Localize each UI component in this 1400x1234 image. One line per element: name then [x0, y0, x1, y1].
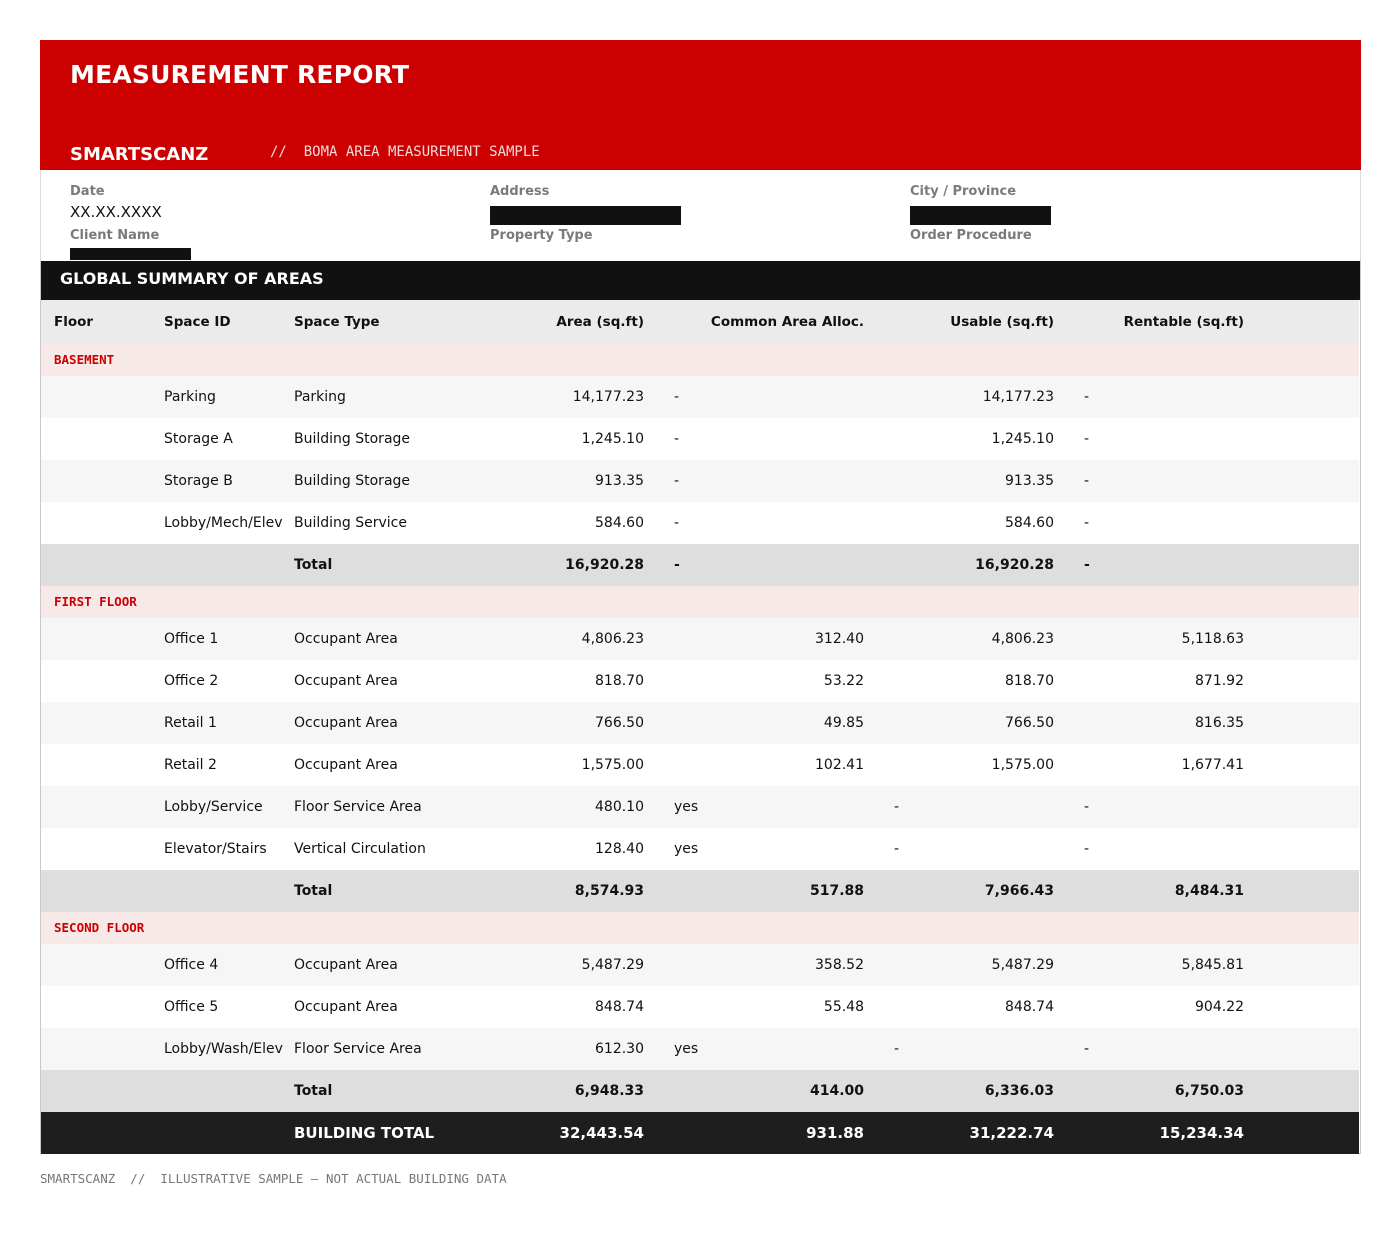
cell-common: yes	[674, 841, 699, 857]
cell-space-id: Retail 2	[164, 757, 217, 773]
address-label: Address	[490, 184, 550, 199]
table-row	[41, 376, 1359, 418]
cell-common: yes	[674, 799, 699, 815]
table-row	[41, 618, 1359, 660]
cell-usable: -	[894, 799, 900, 815]
cell-area: 818.70	[595, 673, 644, 689]
total-area: 6,948.33	[574, 1083, 644, 1099]
section-label: BASEMENT	[54, 352, 115, 367]
table-row	[41, 744, 1359, 786]
cell-space-type: Building Storage	[294, 431, 411, 447]
cell-space-id: Storage B	[164, 473, 233, 489]
cell-usable: -	[894, 1041, 900, 1057]
cell-area: 913.35	[595, 473, 644, 489]
column-header-common: Common Area Alloc.	[710, 314, 864, 330]
cell-rentable: 5,118.63	[1181, 631, 1244, 647]
date-label: Date	[70, 184, 105, 199]
cell-area: 766.50	[595, 715, 644, 731]
cell-usable: 4,806.23	[991, 631, 1054, 647]
cell-common: 414.00	[809, 1083, 864, 1099]
cell-common: -	[674, 473, 680, 489]
cell-area: 5,487.29	[581, 957, 644, 973]
cell-usable: 16,920.28	[975, 557, 1054, 573]
cell-space-type: Occupant Area	[294, 999, 398, 1015]
cell-common: -	[674, 515, 680, 531]
cell-space-id: Office 5	[164, 999, 219, 1015]
cell-space-id: Office 2	[164, 673, 219, 689]
cell-rentable: -	[1084, 515, 1090, 531]
cell-rentable: 816.35	[1195, 715, 1244, 731]
report-title: MEASUREMENT REPORT	[70, 60, 410, 89]
building-total-area: 32,443.54	[559, 1124, 644, 1142]
cell-space-type: Floor Service Area	[294, 799, 422, 815]
total-row	[41, 870, 1359, 912]
cell-common: -	[674, 389, 680, 405]
section-label: FIRST FLOOR	[54, 594, 137, 609]
total-row	[41, 544, 1359, 586]
date-value: XX.XX.XXXX	[70, 203, 162, 221]
cell-rentable: 5,845.81	[1181, 957, 1244, 973]
cell-common: yes	[674, 1041, 699, 1057]
cell-space-type: Occupant Area	[294, 957, 398, 973]
cell-space-id: Office 4	[164, 957, 219, 973]
cell-usable: -	[894, 841, 900, 857]
cell-area: 14,177.23	[572, 389, 644, 405]
cell-rentable: -	[1084, 799, 1090, 815]
table-row	[41, 660, 1359, 702]
report-header	[40, 40, 1361, 170]
table-title-bar	[41, 261, 1360, 300]
cell-area: 1,245.10	[581, 431, 644, 447]
cell-common: 53.22	[823, 673, 864, 689]
cell-rentable: 8,484.31	[1174, 883, 1244, 899]
total-label: Total	[294, 1083, 333, 1099]
table-row	[41, 702, 1359, 744]
section-label: SECOND FLOOR	[54, 920, 145, 935]
cell-space-id: Storage A	[164, 431, 233, 447]
cell-space-type: Floor Service Area	[294, 1041, 422, 1057]
cell-rentable: -	[1084, 1041, 1090, 1057]
client-name-label: Client Name	[70, 228, 160, 243]
column-header-usable: Usable (sq.ft)	[950, 314, 1054, 330]
cell-usable: 848.74	[1005, 999, 1054, 1015]
city-province-redacted	[910, 206, 1051, 225]
cell-common: -	[674, 431, 680, 447]
cell-rentable: -	[1084, 473, 1090, 489]
cell-usable: 1,575.00	[991, 757, 1054, 773]
cell-area: 1,575.00	[581, 757, 644, 773]
cell-rentable: -	[1084, 557, 1090, 573]
cell-common: 49.85	[823, 715, 864, 731]
cell-space-type: Parking	[294, 389, 346, 405]
cell-area: 612.30	[595, 1041, 644, 1057]
cell-rentable: -	[1084, 841, 1090, 857]
section-row	[41, 912, 1359, 944]
cell-area: 848.74	[595, 999, 644, 1015]
cell-usable: 584.60	[1005, 515, 1054, 531]
section-row	[41, 586, 1359, 618]
table-row	[41, 1028, 1359, 1070]
cell-common: 312.40	[815, 631, 864, 647]
total-row	[41, 1070, 1359, 1112]
section-row	[41, 344, 1359, 376]
cell-space-type: Building Service	[294, 515, 407, 531]
client-name-redacted	[70, 248, 191, 260]
column-header-area: Area (sq.ft)	[556, 314, 644, 330]
cell-usable: 913.35	[1005, 473, 1054, 489]
total-label: Total	[294, 557, 333, 573]
cell-space-id: Retail 1	[164, 715, 217, 731]
table-row	[41, 502, 1359, 544]
cell-area: 480.10	[595, 799, 644, 815]
cell-space-id: Lobby/Service	[164, 799, 263, 815]
cell-rentable: -	[1084, 389, 1090, 405]
city-province-label: City / Province	[910, 184, 1017, 199]
address-redacted	[490, 206, 681, 225]
table-header-row	[41, 300, 1359, 344]
building-total-usable: 31,222.74	[969, 1124, 1054, 1142]
cell-usable: 5,487.29	[991, 957, 1054, 973]
table-row	[41, 828, 1359, 870]
cell-space-id: Office 1	[164, 631, 219, 647]
column-header-floor: Floor	[54, 314, 94, 330]
cell-space-type: Occupant Area	[294, 715, 398, 731]
cell-common: 517.88	[809, 883, 864, 899]
table-row	[41, 418, 1359, 460]
cell-usable: 1,245.10	[991, 431, 1054, 447]
report-meta	[40, 170, 1361, 260]
cell-usable: 818.70	[1005, 673, 1054, 689]
cell-space-id: Lobby/Mech/Elev	[164, 515, 283, 531]
total-label: Total	[294, 883, 333, 899]
cell-area: 4,806.23	[581, 631, 644, 647]
table-row	[41, 460, 1359, 502]
cell-space-id: Lobby/Wash/Elev	[164, 1041, 283, 1057]
total-area: 8,574.93	[574, 883, 644, 899]
cell-space-type: Occupant Area	[294, 673, 398, 689]
column-header-rentable: Rentable (sq.ft)	[1123, 314, 1244, 330]
table-title: GLOBAL SUMMARY OF AREAS	[60, 269, 324, 288]
report-tagline: // BOMA AREA MEASUREMENT SAMPLE	[270, 144, 540, 160]
cell-common: 55.48	[823, 999, 864, 1015]
building-total-row	[41, 1112, 1359, 1154]
building-total-common: 931.88	[806, 1124, 864, 1142]
table-row	[41, 786, 1359, 828]
order-procedure-label: Order Procedure	[910, 228, 1032, 243]
cell-usable: 7,966.43	[984, 883, 1054, 899]
building-total-rentable: 15,234.34	[1159, 1124, 1244, 1142]
cell-usable: 766.50	[1005, 715, 1054, 731]
cell-rentable: 871.92	[1195, 673, 1244, 689]
cell-space-type: Occupant Area	[294, 757, 398, 773]
column-header-id: Space ID	[164, 314, 231, 330]
cell-area: 128.40	[595, 841, 644, 857]
cell-rentable: 6,750.03	[1174, 1083, 1244, 1099]
cell-space-type: Occupant Area	[294, 631, 398, 647]
total-area: 16,920.28	[565, 557, 644, 573]
cell-common: 358.52	[815, 957, 864, 973]
brand-name: SMARTSCANZ	[70, 144, 209, 165]
cell-space-type: Vertical Circulation	[294, 841, 426, 857]
cell-area: 584.60	[595, 515, 644, 531]
cell-rentable: 1,677.41	[1181, 757, 1244, 773]
cell-usable: 6,336.03	[984, 1083, 1054, 1099]
cell-space-type: Building Storage	[294, 473, 411, 489]
report-footer: SMARTSCANZ // ILLUSTRATIVE SAMPLE — NOT ACTUAL BUILDING DATA	[40, 1171, 507, 1186]
property-type-label: Property Type	[490, 228, 593, 243]
cell-common: -	[674, 557, 680, 573]
cell-usable: 14,177.23	[982, 389, 1054, 405]
table-row	[41, 944, 1359, 986]
cell-space-id: Elevator/Stairs	[164, 841, 267, 857]
cell-common: 102.41	[815, 757, 864, 773]
column-header-type: Space Type	[294, 314, 380, 330]
cell-rentable: -	[1084, 431, 1090, 447]
cell-space-id: Parking	[164, 389, 216, 405]
building-total-label: BUILDING TOTAL	[294, 1124, 435, 1142]
cell-rentable: 904.22	[1195, 999, 1244, 1015]
table-row	[41, 986, 1359, 1028]
